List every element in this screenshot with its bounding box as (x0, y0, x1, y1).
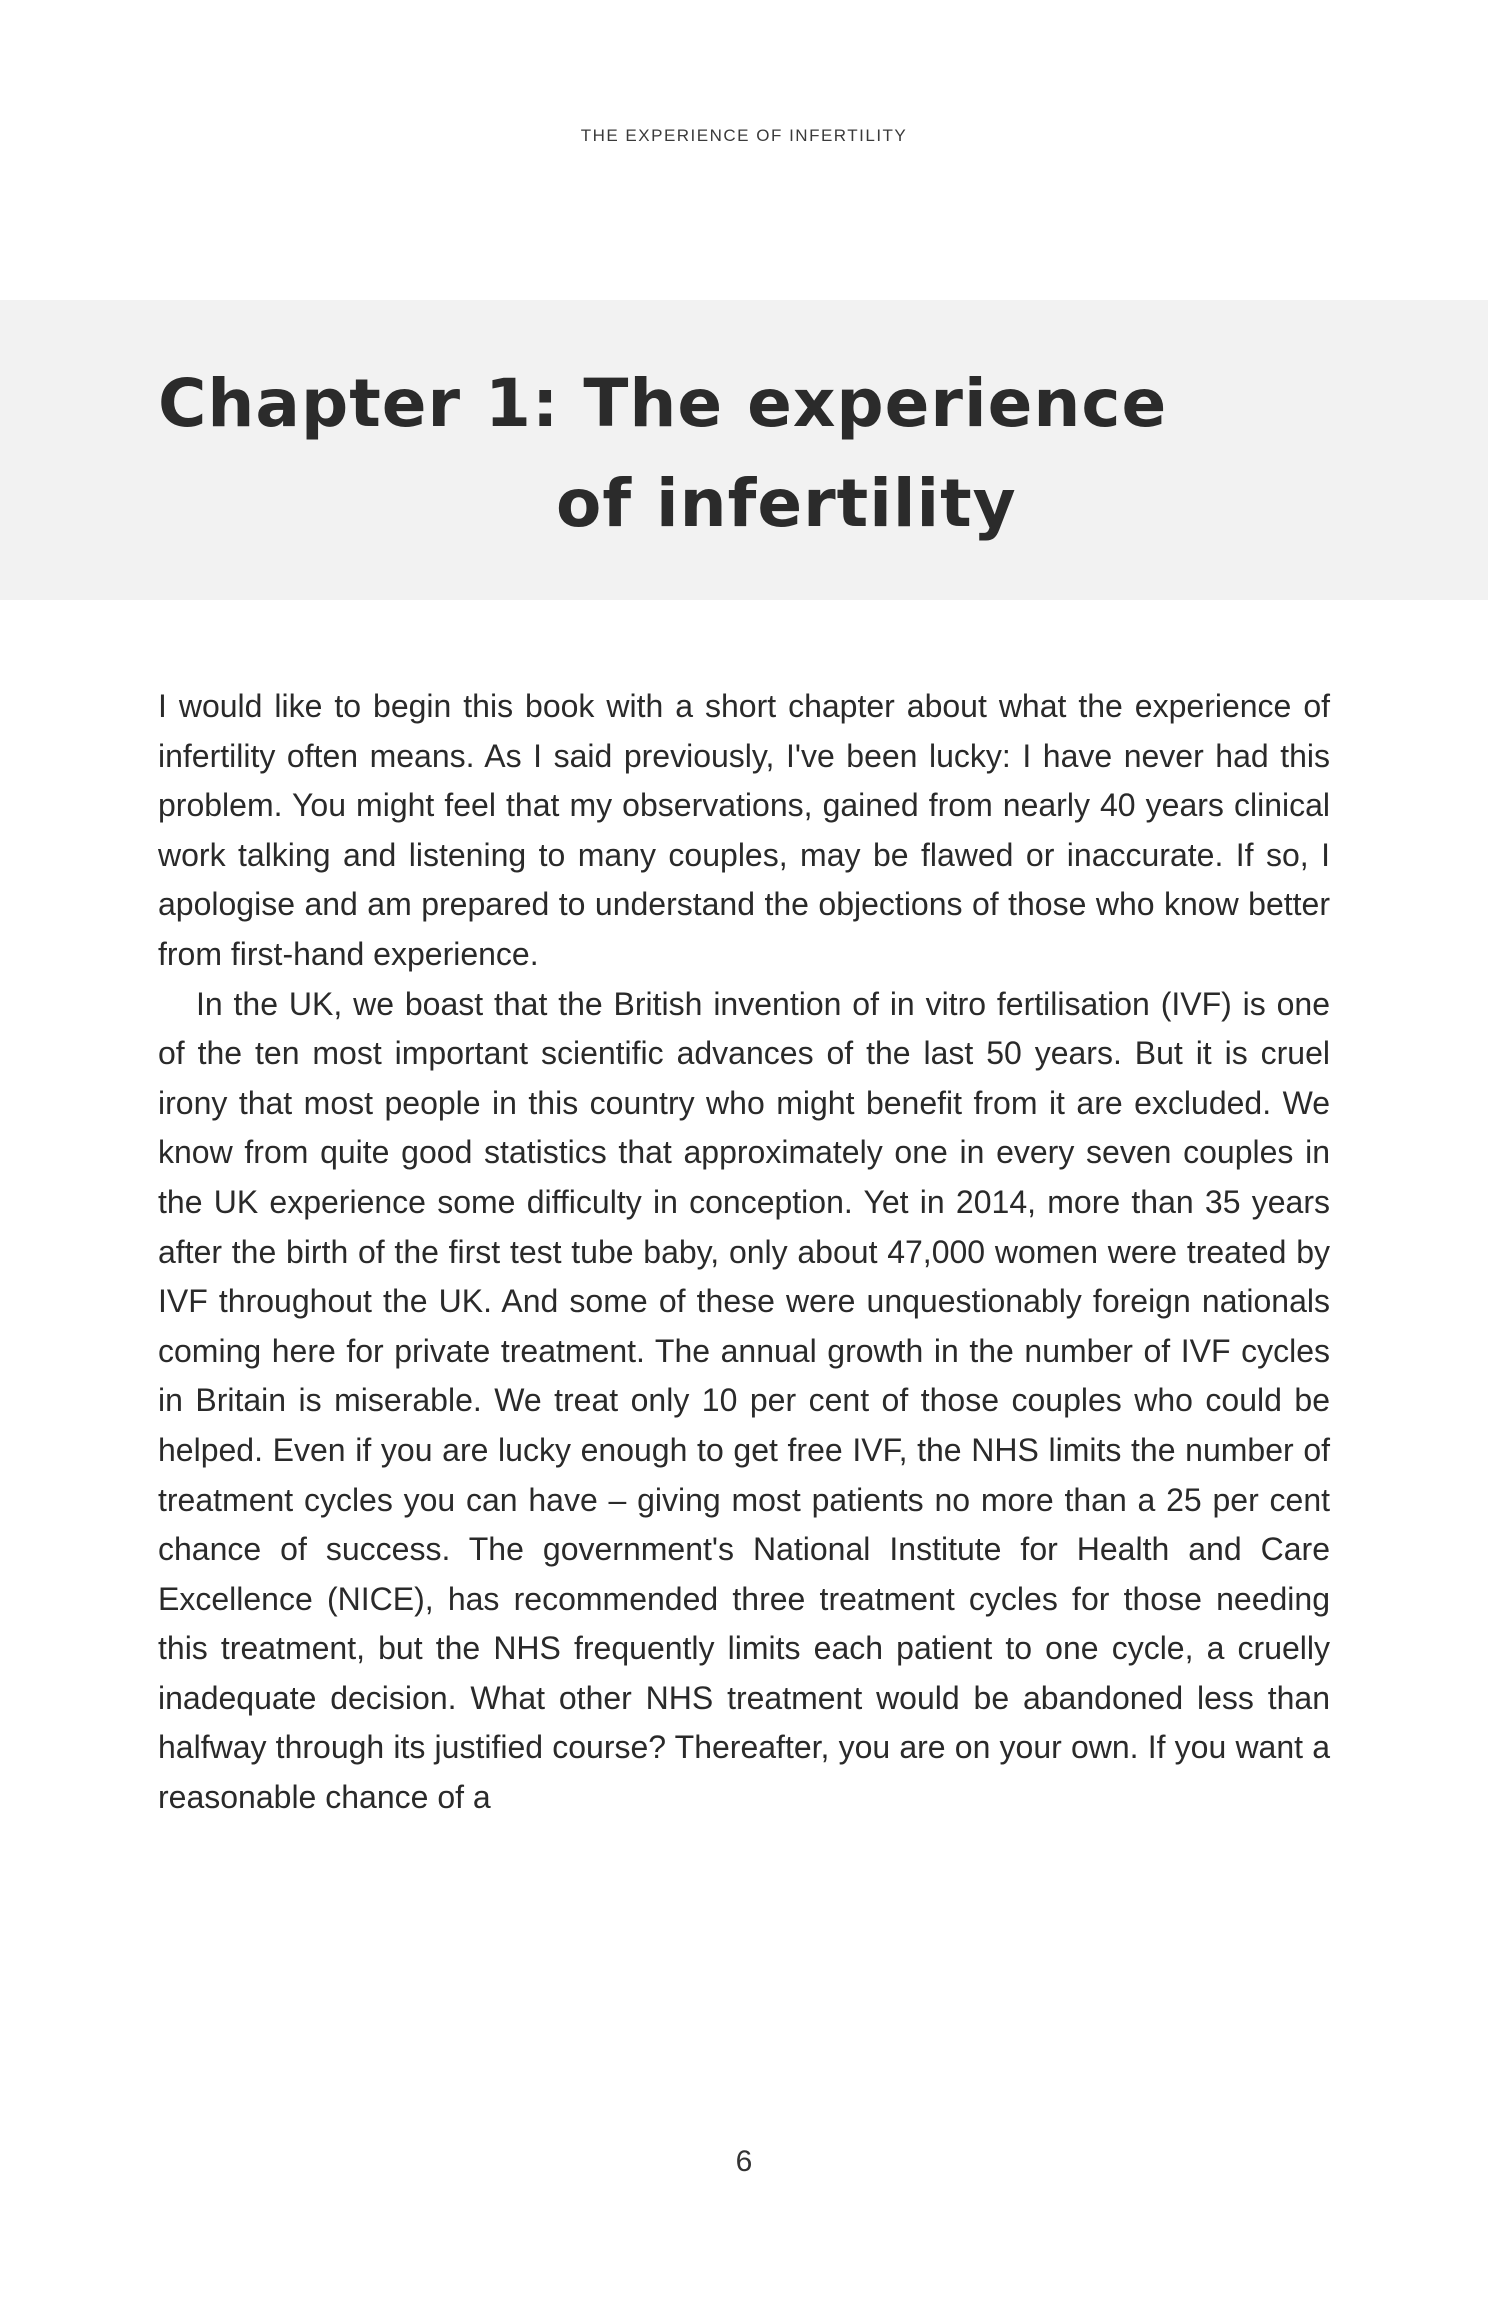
paragraph-2: In the UK, we boast that the British invention of in vitro fertilisation (IVF) is one of the ten most important scientific advances of the last 50 years. But it is cruel irony that most people in this country who might benefit from it are excluded. We know from quite good statistics that approximately one in every seven couples in the UK experience some difficulty in conception. Yet in 2014, more than 35 years after the birth of the first test tube baby, only about 47,000 women were treated by IVF throughout the UK. And some of these were unquestionably foreign nationals coming here for private treatment. The annual growth in the number of IVF cycles in Britain is miserable. We treat only 10 per cent of those couples who could be helped. Even if you are lucky enough to get free IVF, the NHS limits the number of treatment cycles you can have – giving most patients no more than a 25 per cent chance of success. The government's National Institute for Health and Care Excellence (NICE), has recommended three treatment cycles for those needing this treatment, but the NHS frequently limits each patient to one cycle, a cruelly inadequate decision. What other NHS treatment would be abandoned less than halfway through its justified course? Thereafter, you are on your own. If you want a reasonable chance of a (158, 985, 1330, 1816)
running-header: THE EXPERIENCE OF INFERTILITY (580, 126, 908, 145)
chapter-title-line-1: Chapter 1: The experience (158, 365, 1168, 442)
page-number: 6 (735, 2145, 753, 2178)
chapter-title (158, 354, 1338, 554)
chapter-title-line-2: of infertility (556, 465, 1017, 542)
paragraph-1: I would like to begin this book with a short chapter about what the experience of infertility often means. As I said previously, I've been lucky: I have never had this problem. You might feel that my observations, gained from nearly 40 years clinical work talking and listening to many couples, may be flawed or inaccurate. If so, I apologise and am prepared to understand the objections of those who know better from first-hand experience. (158, 688, 1330, 972)
chapter-body (158, 682, 1330, 1823)
